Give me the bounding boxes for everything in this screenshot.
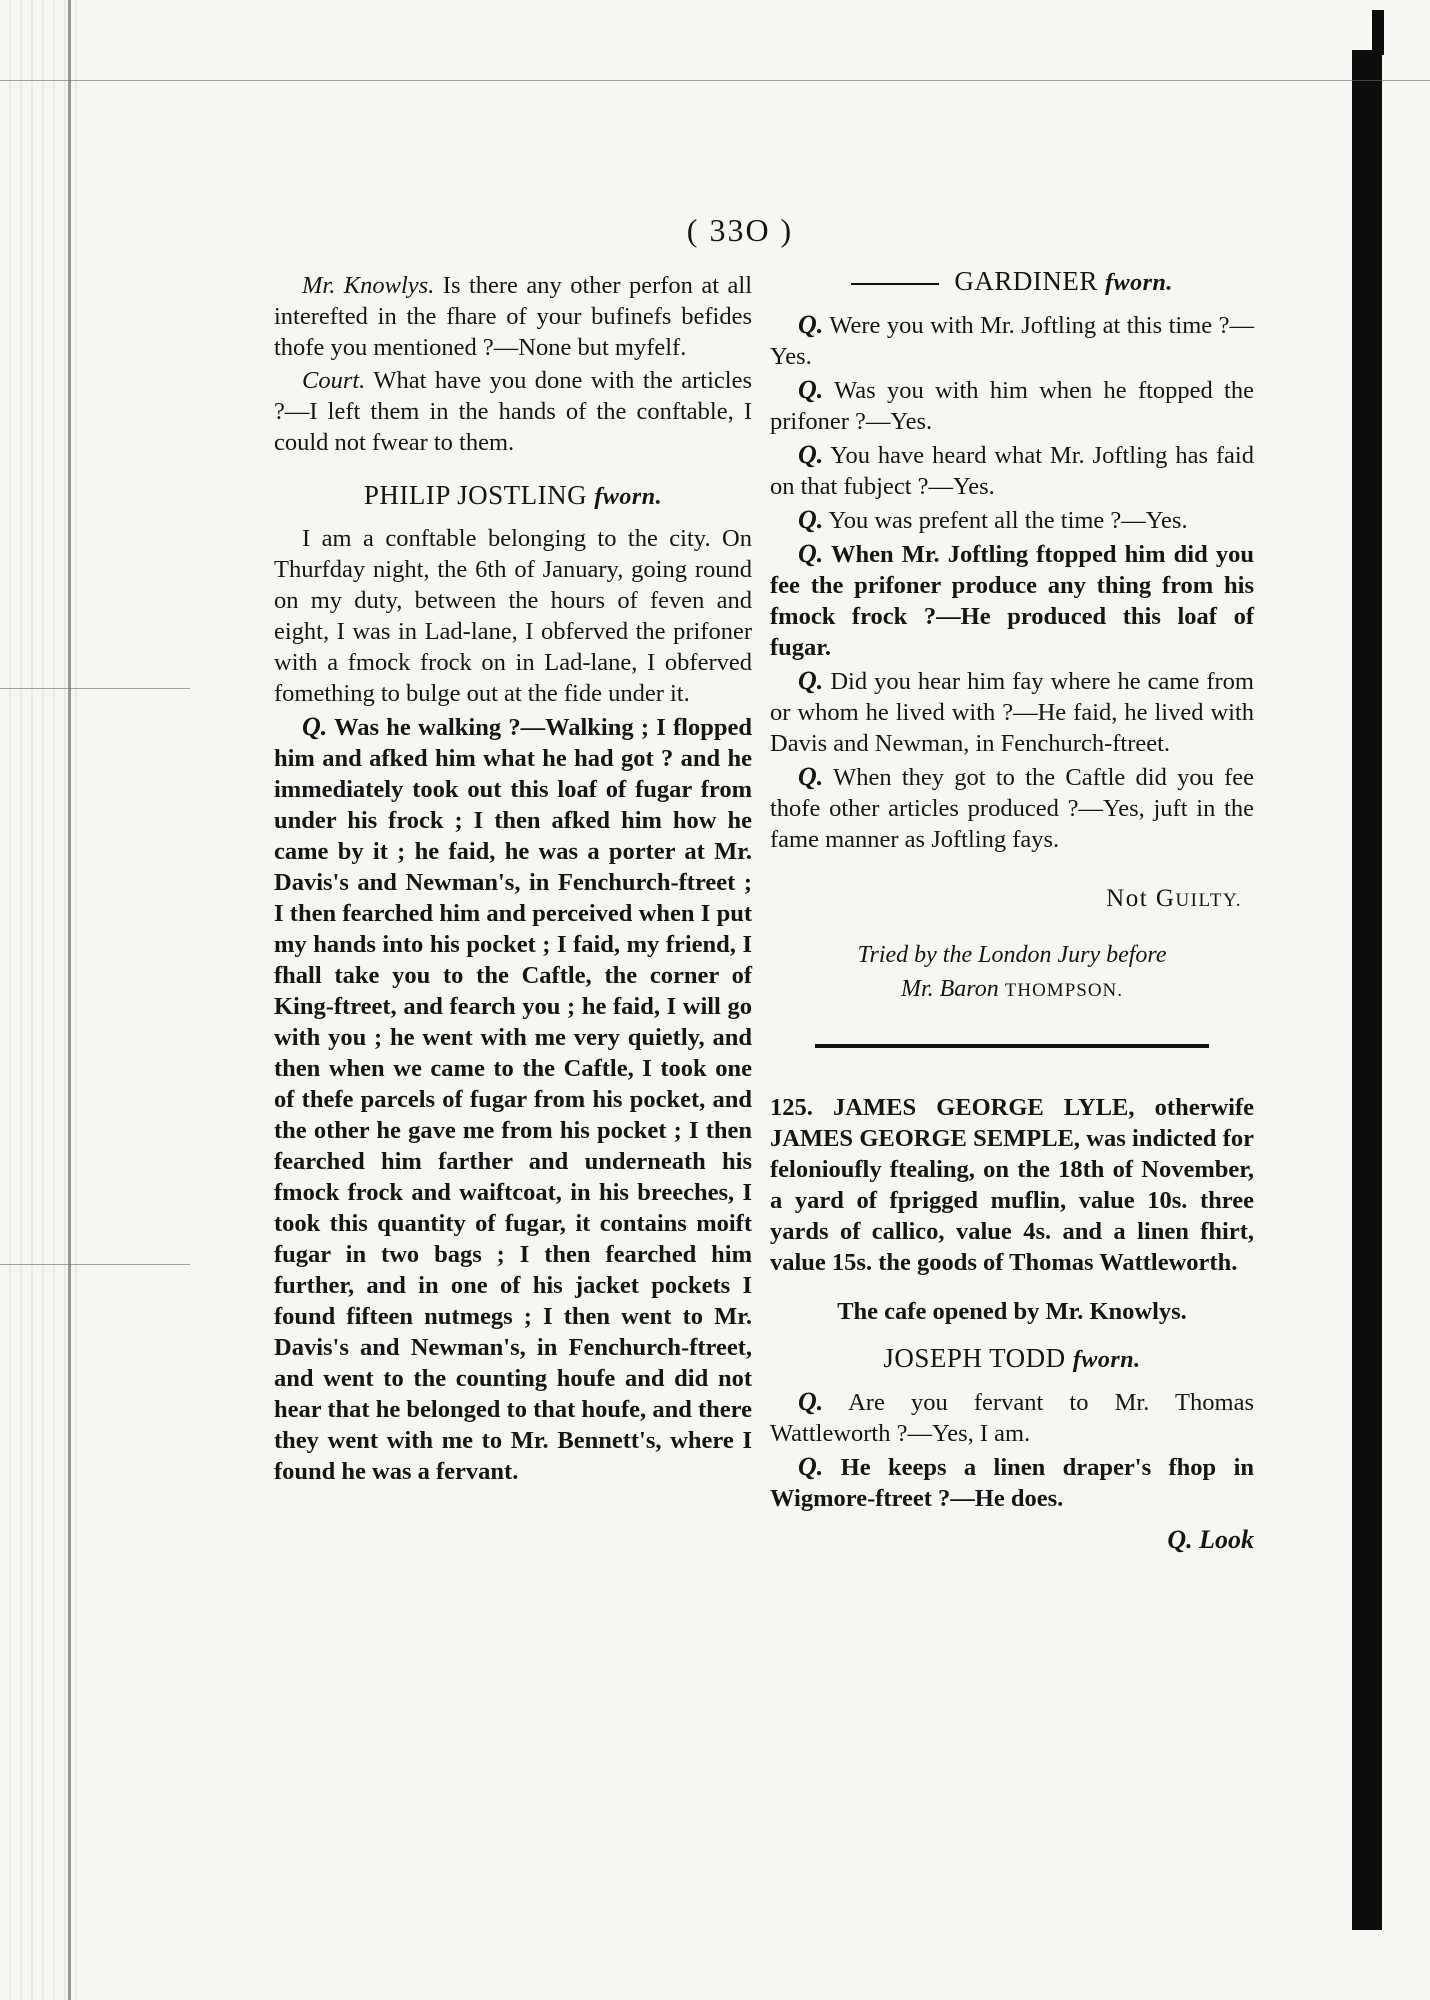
verdict-first: Not G xyxy=(1106,885,1176,912)
witness-heading xyxy=(770,266,1254,299)
qa-paragraph xyxy=(770,374,1254,437)
qa-paragraph xyxy=(770,309,1254,372)
qa-paragraph xyxy=(770,439,1254,502)
sworn-label: fworn. xyxy=(594,484,663,510)
qa-text: Did you hear him fay where he came from or whom he lived with ?—He faid, he lived with Davis and Newman, in Fenchurch-ftreet. xyxy=(770,668,1254,757)
heading-dash xyxy=(851,283,939,285)
tried-line-1: Tried by the London Jury before xyxy=(857,942,1167,968)
witness-heading xyxy=(274,480,752,513)
witness-name: GARDINER xyxy=(954,266,1098,296)
case-paragraph: 125. JAMES GEORGE LYLE, otherwife JAMES GEORGE SEMPLE, was indicted for felonioufly ftealing, on the 18th of November, a yard of fprigged muflin, value 10s. three yards of callico, value 4s. and a linen fhirt, value 15s. the goods of Thomas Wattleworth. xyxy=(770,1094,1254,1276)
paragraph xyxy=(274,270,752,363)
question-marker: Q. xyxy=(798,505,824,534)
qa-text: When they got to the Caftle did you fee thofe other articles produced ?—Yes, juft in the fame manner as Joftling fays. xyxy=(770,764,1254,853)
speaker-label: Mr. Knowlys. xyxy=(302,272,435,299)
judge-title: Mr. Baron xyxy=(900,976,999,1002)
question-marker: Q. xyxy=(302,712,328,741)
scan-page-edge xyxy=(68,0,71,2000)
witness-heading xyxy=(770,1343,1254,1376)
qa-text: You have heard what Mr. Joftling has faid on that fubject ?—Yes. xyxy=(770,442,1254,500)
qa-paragraph xyxy=(770,761,1254,855)
paragraph xyxy=(274,365,752,458)
verdict xyxy=(770,883,1242,916)
page-number: ( 33O ) xyxy=(686,212,794,248)
qa-paragraph xyxy=(770,504,1254,536)
question-marker: Q. xyxy=(798,762,824,791)
tried-line-2 xyxy=(770,972,1254,1008)
qa-paragraph xyxy=(770,1386,1254,1449)
witness-name: JOSEPH TODD xyxy=(883,1343,1066,1373)
judge-name: THOMPSON. xyxy=(1004,980,1124,1001)
left-column xyxy=(274,270,752,1489)
scan-right-edge-cap xyxy=(1372,10,1384,55)
verdict-rest: UILTY. xyxy=(1175,890,1242,911)
scan-line xyxy=(0,1264,190,1265)
qa-text: When Mr. Joftling ftopped him did you fee the prifoner produce any thing from his fmock frock ?—He produced this loaf of fugar. xyxy=(770,541,1254,661)
question-marker: Q. xyxy=(798,539,824,568)
paragraph-text: Was he walking ?—Walking ; I flopped him and afked him what he had got ? and he immediately took out this loaf of fugar from under his frock ; I then afked him how he came by it ; he faid, he was a porter at Mr. Davis's and Newman's, in Fenchurch-ftreet ; I then fearched him and perceived when I put my hands into his pocket ; I faid, my friend, I fhall take you to the Caftle, the corner of King-ftreet, and fearch you ; he faid, I will go with you ; he went with me very quietly, and then when we came to the Caftle, I took one of thefe parcels of fugar from his pocket, and the other he gave me from his pocket ; I then fearched him farther and underneath his fmock frock and waiftcoat, in his breeches, I took this quantity of fugar, it contains moift fugar in two bags ; I then fearched him further, and in one of his jacket pockets I found fifteen nutmegs ; I then went to Mr. Davis's and Newman's, in Fenchurch-ftreet, and went to the counting houfe and did not hear that he belonged to that houfe, and there they went with me to Mr. Bennett's, where I found he was a fervant. xyxy=(274,714,752,1485)
qa-paragraph xyxy=(770,1451,1254,1514)
speaker-label: Court. xyxy=(302,367,366,394)
question-marker: Q. xyxy=(798,1387,824,1416)
qa-text: Were you with Mr. Joftling at this time ?—Yes. xyxy=(770,312,1254,370)
question-marker: Q. xyxy=(798,1452,824,1481)
qa-paragraph xyxy=(770,538,1254,663)
question-marker: Q. xyxy=(798,440,824,469)
question-marker: Q. xyxy=(798,666,824,695)
scan-right-edge xyxy=(1352,50,1382,1930)
tried-before xyxy=(770,938,1254,1008)
testimony-paragraph xyxy=(274,711,752,1487)
qa-text: He keeps a linen draper's fhop in Wigmore-ftreet ?—He does. xyxy=(770,1454,1255,1512)
qa-text: You was prefent all the time ?—Yes. xyxy=(828,507,1188,534)
case-opened: The cafe opened by Mr. Knowlys. xyxy=(837,1298,1187,1325)
sworn-label: fworn. xyxy=(1072,1347,1141,1373)
catchword: Q. Look xyxy=(1167,1525,1254,1554)
scan-line xyxy=(0,80,1430,81)
qa-paragraph xyxy=(770,665,1254,759)
paragraph-text: Is there any other perfon at all interefted in the fhare of your bufinefs befides thofe you mentioned ?—None but myfelf. xyxy=(274,272,752,361)
right-column xyxy=(770,266,1255,1555)
section-rule xyxy=(815,1044,1209,1048)
scan-line xyxy=(0,688,190,689)
testimony-paragraph: I am a conftable belonging to the city. On Thurfday night, the 6th of January, going round on my duty, between the hours of feven and eight, I was in Lad-lane, I obferved the prifoner with a fmock frock on in Lad-lane, I obferved fomething to bulge out at the fide under it. xyxy=(274,525,752,707)
question-marker: Q. xyxy=(798,375,824,404)
qa-text: Are you fervant to Mr. Thomas Wattleworth ?—Yes, I am. xyxy=(770,1389,1254,1447)
paragraph-text: What have you done with the articles ?—I left them in the hands of the conftable, I could not fwear to them. xyxy=(274,367,753,456)
question-marker: Q. xyxy=(798,310,824,339)
sworn-label: fworn. xyxy=(1105,270,1173,296)
qa-text: Was you with him when he ftopped the prifoner ?—Yes. xyxy=(770,377,1254,435)
witness-name: PHILIP JOSTLING xyxy=(363,480,588,510)
